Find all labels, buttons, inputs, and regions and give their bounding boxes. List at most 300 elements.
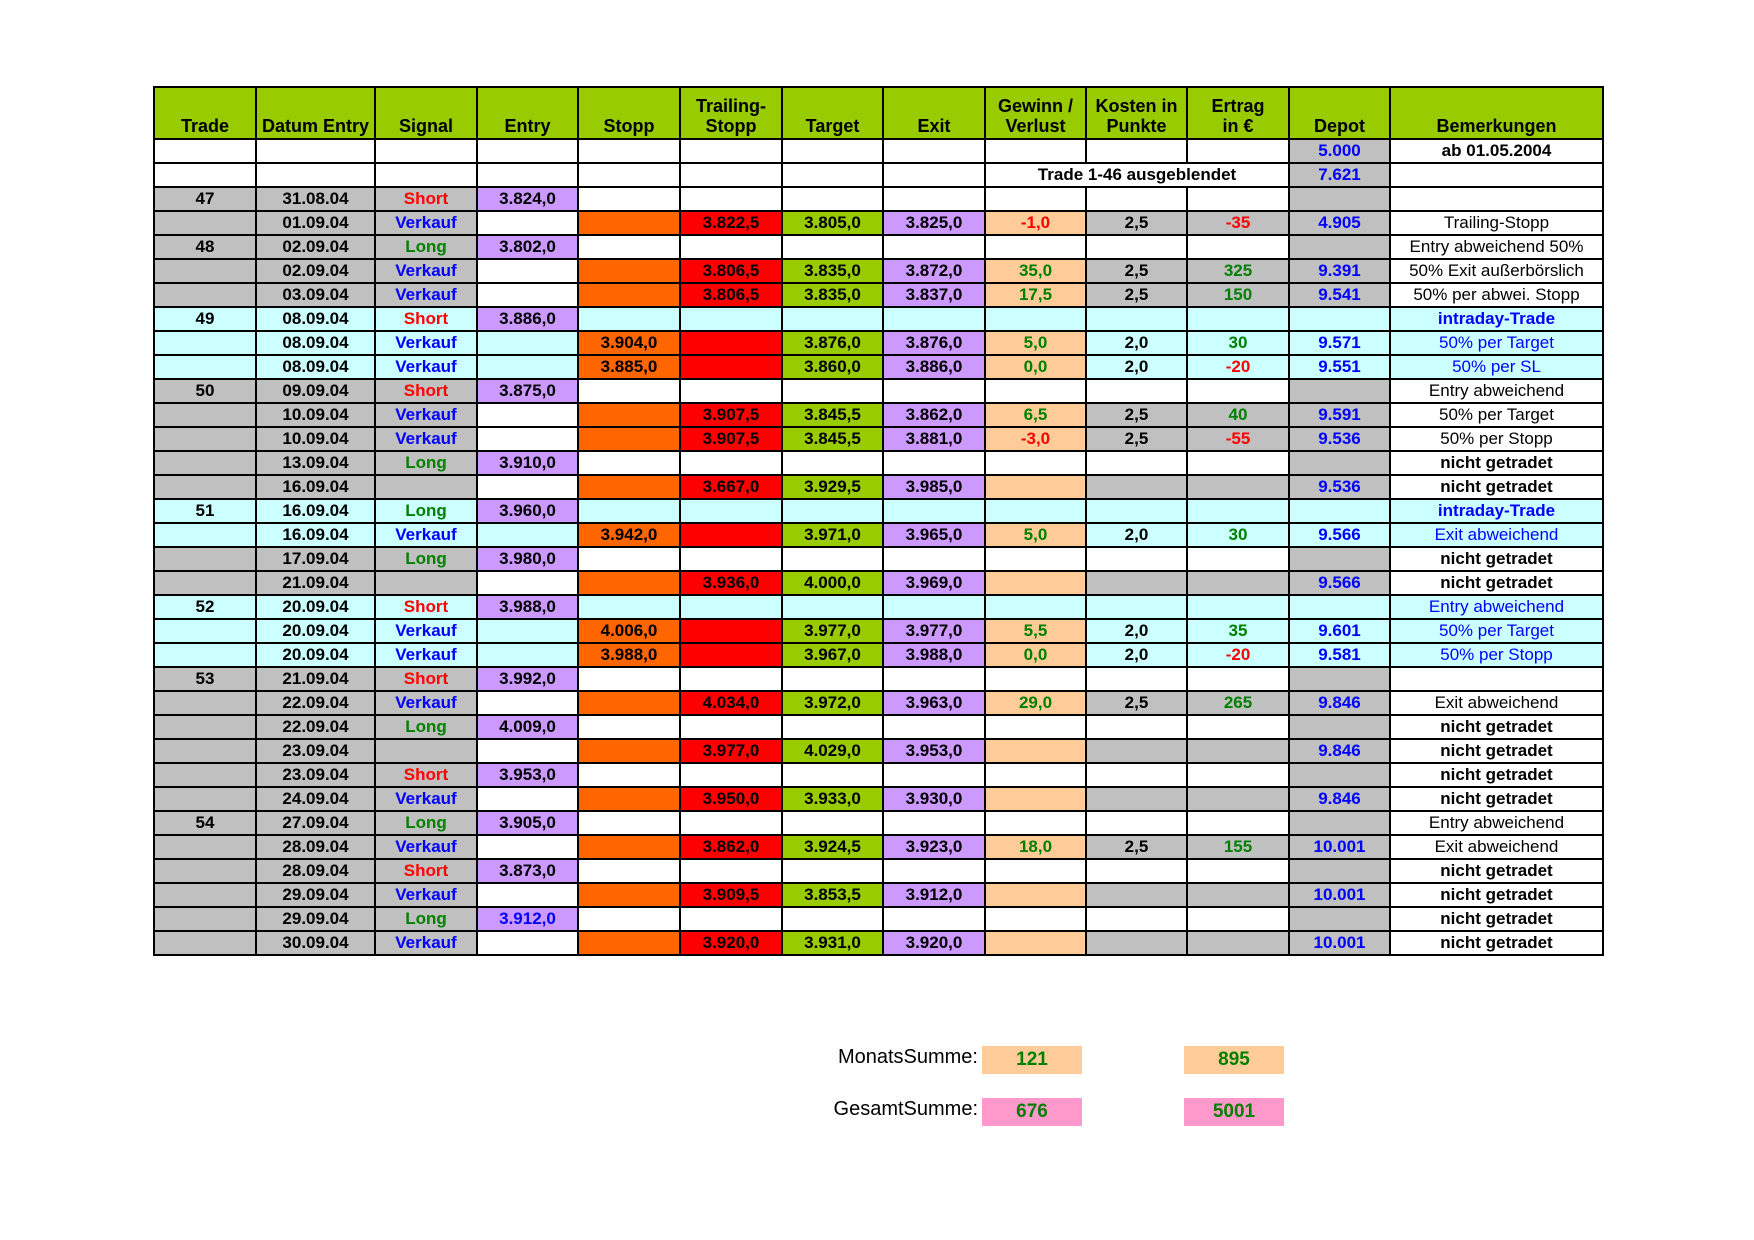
signal-cell[interactable]: Verkauf	[375, 787, 477, 811]
bemerkung-cell[interactable]: nicht getradet	[1390, 907, 1603, 931]
ertrag-cell[interactable]: 35	[1187, 619, 1289, 643]
cell[interactable]	[154, 139, 256, 163]
kosten-cell[interactable]	[1086, 475, 1187, 499]
trailing-stopp-cell[interactable]	[680, 643, 782, 667]
bemerkung-cell[interactable]: nicht getradet	[1390, 715, 1603, 739]
col-header-depot[interactable]: Depot	[1289, 87, 1390, 139]
bemerkung-cell[interactable]: Entry abweichend 50%	[1390, 235, 1603, 259]
signal-cell[interactable]: Verkauf	[375, 619, 477, 643]
exit-cell[interactable]	[883, 379, 985, 403]
ertrag-cell[interactable]	[1187, 451, 1289, 475]
signal-cell[interactable]: Long	[375, 547, 477, 571]
col-header-trade[interactable]: Trade	[154, 87, 256, 139]
exit-cell[interactable]: 3.920,0	[883, 931, 985, 955]
entry-cell[interactable]	[477, 835, 578, 859]
cell[interactable]	[154, 163, 256, 187]
stopp-cell[interactable]	[578, 667, 680, 691]
entry-cell[interactable]	[477, 787, 578, 811]
kosten-cell[interactable]	[1086, 739, 1187, 763]
bemerkung-cell[interactable]: nicht getradet	[1390, 763, 1603, 787]
trade-number-cell[interactable]: 48	[154, 235, 256, 259]
depot-cell[interactable]: 9.581	[1289, 643, 1390, 667]
entry-cell[interactable]: 3.886,0	[477, 307, 578, 331]
depot-cell[interactable]	[1289, 451, 1390, 475]
cell[interactable]	[883, 163, 985, 187]
col-header-trailing-stopp[interactable]: Trailing- Stopp	[680, 87, 782, 139]
cell[interactable]	[782, 163, 883, 187]
stopp-cell[interactable]	[578, 547, 680, 571]
cell[interactable]	[578, 163, 680, 187]
kosten-cell[interactable]	[1086, 571, 1187, 595]
trade-number-cell[interactable]	[154, 883, 256, 907]
target-cell[interactable]: 3.971,0	[782, 523, 883, 547]
datum-entry-cell[interactable]: 08.09.04	[256, 355, 375, 379]
kosten-cell[interactable]: 2,0	[1086, 355, 1187, 379]
bemerkung-cell[interactable]: 50% per Target	[1390, 619, 1603, 643]
stopp-cell[interactable]	[578, 715, 680, 739]
signal-cell[interactable]: Verkauf	[375, 427, 477, 451]
target-cell[interactable]: 3.972,0	[782, 691, 883, 715]
target-cell[interactable]: 3.876,0	[782, 331, 883, 355]
gewinn-verlust-cell[interactable]	[985, 307, 1086, 331]
depot-cell[interactable]: 9.846	[1289, 739, 1390, 763]
signal-cell[interactable]: Short	[375, 667, 477, 691]
gewinn-verlust-cell[interactable]: 0,0	[985, 643, 1086, 667]
gewinn-verlust-cell[interactable]	[985, 883, 1086, 907]
entry-cell[interactable]	[477, 883, 578, 907]
bemerkung-cell[interactable]: 50% per abwei. Stopp	[1390, 283, 1603, 307]
stopp-cell[interactable]	[578, 211, 680, 235]
trailing-stopp-cell[interactable]	[680, 619, 782, 643]
target-cell[interactable]: 3.977,0	[782, 619, 883, 643]
exit-cell[interactable]	[883, 859, 985, 883]
exit-cell[interactable]	[883, 907, 985, 931]
signal-cell[interactable]: Long	[375, 499, 477, 523]
bemerkung-cell[interactable]: nicht getradet	[1390, 883, 1603, 907]
kosten-cell[interactable]: 2,5	[1086, 211, 1187, 235]
ertrag-cell[interactable]	[1187, 739, 1289, 763]
datum-entry-cell[interactable]: 08.09.04	[256, 331, 375, 355]
col-header-datum[interactable]: Datum Entry	[256, 87, 375, 139]
kosten-cell[interactable]: 2,0	[1086, 523, 1187, 547]
trade-number-cell[interactable]: 54	[154, 811, 256, 835]
trade-number-cell[interactable]	[154, 259, 256, 283]
datum-entry-cell[interactable]: 21.09.04	[256, 667, 375, 691]
depot-cell[interactable]: 4.905	[1289, 211, 1390, 235]
trade-number-cell[interactable]	[154, 523, 256, 547]
signal-cell[interactable]: Long	[375, 715, 477, 739]
ertrag-cell[interactable]: 30	[1187, 523, 1289, 547]
entry-cell[interactable]: 3.875,0	[477, 379, 578, 403]
trade-number-cell[interactable]	[154, 907, 256, 931]
datum-entry-cell[interactable]: 28.09.04	[256, 835, 375, 859]
signal-cell[interactable]	[375, 739, 477, 763]
exit-cell[interactable]: 3.872,0	[883, 259, 985, 283]
exit-cell[interactable]	[883, 451, 985, 475]
signal-cell[interactable]: Long	[375, 451, 477, 475]
ertrag-cell[interactable]: -35	[1187, 211, 1289, 235]
ertrag-cell[interactable]	[1187, 859, 1289, 883]
entry-cell[interactable]	[477, 739, 578, 763]
trailing-stopp-cell[interactable]: 3.977,0	[680, 739, 782, 763]
kosten-cell[interactable]: 2,5	[1086, 259, 1187, 283]
stopp-cell[interactable]	[578, 379, 680, 403]
datum-entry-cell[interactable]: 16.09.04	[256, 523, 375, 547]
target-cell[interactable]: 3.860,0	[782, 355, 883, 379]
col-header-exit[interactable]: Exit	[883, 87, 985, 139]
ertrag-cell[interactable]	[1187, 931, 1289, 955]
entry-cell[interactable]	[477, 355, 578, 379]
bemerkung-cell[interactable]: 50% per Stopp	[1390, 643, 1603, 667]
cell[interactable]	[1086, 139, 1187, 163]
trade-number-cell[interactable]	[154, 355, 256, 379]
entry-cell[interactable]	[477, 331, 578, 355]
trade-number-cell[interactable]	[154, 787, 256, 811]
target-cell[interactable]	[782, 379, 883, 403]
stopp-cell[interactable]: 3.904,0	[578, 331, 680, 355]
depot-cell[interactable]: 9.536	[1289, 475, 1390, 499]
trade-number-cell[interactable]	[154, 931, 256, 955]
col-header-stopp[interactable]: Stopp	[578, 87, 680, 139]
gewinn-verlust-cell[interactable]: 5,5	[985, 619, 1086, 643]
trailing-stopp-cell[interactable]	[680, 499, 782, 523]
stopp-cell[interactable]	[578, 691, 680, 715]
datum-entry-cell[interactable]: 02.09.04	[256, 259, 375, 283]
exit-cell[interactable]: 3.923,0	[883, 835, 985, 859]
ertrag-cell[interactable]	[1187, 787, 1289, 811]
bemerkung-cell[interactable]: 50% Exit außerbörslich	[1390, 259, 1603, 283]
trailing-stopp-cell[interactable]	[680, 187, 782, 211]
bemerkung-cell[interactable]: nicht getradet	[1390, 571, 1603, 595]
bemerkung-cell[interactable]: nicht getradet	[1390, 547, 1603, 571]
trade-number-cell[interactable]: 52	[154, 595, 256, 619]
ertrag-cell[interactable]	[1187, 715, 1289, 739]
signal-cell[interactable]: Verkauf	[375, 403, 477, 427]
ertrag-cell[interactable]	[1187, 571, 1289, 595]
cell[interactable]	[375, 163, 477, 187]
exit-cell[interactable]: 3.977,0	[883, 619, 985, 643]
kosten-cell[interactable]	[1086, 763, 1187, 787]
trailing-stopp-cell[interactable]	[680, 595, 782, 619]
exit-cell[interactable]: 3.930,0	[883, 787, 985, 811]
signal-cell[interactable]: Short	[375, 859, 477, 883]
exit-cell[interactable]: 3.985,0	[883, 475, 985, 499]
entry-cell[interactable]: 3.980,0	[477, 547, 578, 571]
signal-cell[interactable]: Short	[375, 307, 477, 331]
datum-entry-cell[interactable]: 29.09.04	[256, 883, 375, 907]
gewinn-verlust-cell[interactable]: 35,0	[985, 259, 1086, 283]
datum-entry-cell[interactable]: 20.09.04	[256, 595, 375, 619]
signal-cell[interactable]: Long	[375, 811, 477, 835]
trailing-stopp-cell[interactable]: 4.034,0	[680, 691, 782, 715]
kosten-cell[interactable]	[1086, 451, 1187, 475]
datum-entry-cell[interactable]: 01.09.04	[256, 211, 375, 235]
ertrag-cell[interactable]	[1187, 595, 1289, 619]
signal-cell[interactable]: Short	[375, 187, 477, 211]
datum-entry-cell[interactable]: 23.09.04	[256, 739, 375, 763]
ertrag-cell[interactable]	[1187, 307, 1289, 331]
stopp-cell[interactable]: 3.885,0	[578, 355, 680, 379]
signal-cell[interactable]: Long	[375, 907, 477, 931]
signal-cell[interactable]: Verkauf	[375, 355, 477, 379]
trade-number-cell[interactable]: 50	[154, 379, 256, 403]
kosten-cell[interactable]: 2,5	[1086, 691, 1187, 715]
bemerkung-cell[interactable]: intraday-Trade	[1390, 307, 1603, 331]
depot-cell[interactable]	[1289, 595, 1390, 619]
exit-cell[interactable]	[883, 499, 985, 523]
depot-cell[interactable]: 9.391	[1289, 259, 1390, 283]
trailing-stopp-cell[interactable]: 3.667,0	[680, 475, 782, 499]
entry-cell[interactable]	[477, 691, 578, 715]
kosten-cell[interactable]: 2,0	[1086, 643, 1187, 667]
trade-number-cell[interactable]	[154, 475, 256, 499]
exit-cell[interactable]: 3.912,0	[883, 883, 985, 907]
bemerkung-cell[interactable]: Entry abweichend	[1390, 811, 1603, 835]
col-header-ertrag[interactable]: Ertrag in €	[1187, 87, 1289, 139]
trade-number-cell[interactable]	[154, 571, 256, 595]
trailing-stopp-cell[interactable]	[680, 235, 782, 259]
signal-cell[interactable]: Verkauf	[375, 883, 477, 907]
signal-cell[interactable]: Verkauf	[375, 835, 477, 859]
target-cell[interactable]: 4.029,0	[782, 739, 883, 763]
gewinn-verlust-cell[interactable]	[985, 499, 1086, 523]
trade-number-cell[interactable]: 47	[154, 187, 256, 211]
datum-entry-cell[interactable]: 27.09.04	[256, 811, 375, 835]
stopp-cell[interactable]	[578, 499, 680, 523]
datum-entry-cell[interactable]: 17.09.04	[256, 547, 375, 571]
exit-cell[interactable]	[883, 763, 985, 787]
kosten-cell[interactable]: 2,5	[1086, 283, 1187, 307]
depot-cell[interactable]	[1289, 667, 1390, 691]
gewinn-verlust-cell[interactable]: -1,0	[985, 211, 1086, 235]
target-cell[interactable]	[782, 667, 883, 691]
gewinn-verlust-cell[interactable]	[985, 859, 1086, 883]
stopp-cell[interactable]	[578, 403, 680, 427]
trailing-stopp-cell[interactable]	[680, 331, 782, 355]
gewinn-verlust-cell[interactable]: 17,5	[985, 283, 1086, 307]
exit-cell[interactable]: 3.886,0	[883, 355, 985, 379]
target-cell[interactable]	[782, 907, 883, 931]
cell[interactable]	[1390, 163, 1603, 187]
datum-entry-cell[interactable]: 10.09.04	[256, 427, 375, 451]
trailing-stopp-cell[interactable]: 3.950,0	[680, 787, 782, 811]
signal-cell[interactable]: Short	[375, 595, 477, 619]
entry-cell[interactable]	[477, 259, 578, 283]
entry-cell[interactable]: 3.910,0	[477, 451, 578, 475]
exit-cell[interactable]: 3.965,0	[883, 523, 985, 547]
kosten-cell[interactable]: 2,0	[1086, 619, 1187, 643]
exit-cell[interactable]	[883, 595, 985, 619]
cell[interactable]	[477, 163, 578, 187]
trailing-stopp-cell[interactable]: 3.862,0	[680, 835, 782, 859]
trade-number-cell[interactable]: 53	[154, 667, 256, 691]
col-header-signal[interactable]: Signal	[375, 87, 477, 139]
kosten-cell[interactable]: 2,5	[1086, 427, 1187, 451]
trailing-stopp-cell[interactable]: 3.806,5	[680, 259, 782, 283]
bemerkung-cell[interactable]: Exit abweichend	[1390, 691, 1603, 715]
stopp-cell[interactable]	[578, 571, 680, 595]
datum-entry-cell[interactable]: 08.09.04	[256, 307, 375, 331]
entry-cell[interactable]	[477, 475, 578, 499]
bemerkung-cell[interactable]: Exit abweichend	[1390, 835, 1603, 859]
bemerkung-cell[interactable]	[1390, 187, 1603, 211]
bemerkung-cell[interactable]: nicht getradet	[1390, 739, 1603, 763]
trade-number-cell[interactable]	[154, 715, 256, 739]
hidden-trades-note[interactable]: Trade 1-46 ausgeblendet	[985, 163, 1289, 187]
trailing-stopp-cell[interactable]	[680, 763, 782, 787]
trade-number-cell[interactable]	[154, 211, 256, 235]
signal-cell[interactable]: Long	[375, 235, 477, 259]
monats-summe-punkte[interactable]: 121	[982, 1046, 1082, 1074]
trailing-stopp-cell[interactable]: 3.909,5	[680, 883, 782, 907]
stopp-cell[interactable]: 3.988,0	[578, 643, 680, 667]
gesamt-summe-ertrag[interactable]: 5001	[1184, 1098, 1284, 1126]
trade-number-cell[interactable]	[154, 763, 256, 787]
trailing-stopp-cell[interactable]: 3.907,5	[680, 403, 782, 427]
entry-cell[interactable]: 3.988,0	[477, 595, 578, 619]
target-cell[interactable]: 3.835,0	[782, 283, 883, 307]
depot-cell[interactable]: 10.001	[1289, 931, 1390, 955]
stopp-cell[interactable]	[578, 811, 680, 835]
target-cell[interactable]	[782, 859, 883, 883]
target-cell[interactable]	[782, 763, 883, 787]
ertrag-cell[interactable]	[1187, 235, 1289, 259]
trade-number-cell[interactable]	[154, 403, 256, 427]
depot-cell[interactable]	[1289, 547, 1390, 571]
datum-entry-cell[interactable]: 10.09.04	[256, 403, 375, 427]
trailing-stopp-cell[interactable]	[680, 355, 782, 379]
datum-entry-cell[interactable]: 31.08.04	[256, 187, 375, 211]
depot-cell[interactable]	[1289, 907, 1390, 931]
kosten-cell[interactable]	[1086, 667, 1187, 691]
kosten-cell[interactable]	[1086, 547, 1187, 571]
exit-cell[interactable]: 3.837,0	[883, 283, 985, 307]
monats-summe-ertrag[interactable]: 895	[1184, 1046, 1284, 1074]
bemerkung-cell[interactable]: 50% per SL	[1390, 355, 1603, 379]
bemerkung-cell[interactable]	[1390, 667, 1603, 691]
depot-cell[interactable]: 9.846	[1289, 691, 1390, 715]
target-cell[interactable]	[782, 451, 883, 475]
exit-cell[interactable]	[883, 307, 985, 331]
depot-second-cell[interactable]: 7.621	[1289, 163, 1390, 187]
stopp-cell[interactable]	[578, 187, 680, 211]
ertrag-cell[interactable]	[1187, 547, 1289, 571]
exit-cell[interactable]	[883, 667, 985, 691]
depot-cell[interactable]: 9.566	[1289, 523, 1390, 547]
gewinn-verlust-cell[interactable]	[985, 763, 1086, 787]
ertrag-cell[interactable]	[1187, 499, 1289, 523]
cell[interactable]	[477, 139, 578, 163]
trailing-stopp-cell[interactable]: 3.822,5	[680, 211, 782, 235]
cell[interactable]	[883, 139, 985, 163]
kosten-cell[interactable]	[1086, 307, 1187, 331]
gewinn-verlust-cell[interactable]	[985, 475, 1086, 499]
bemerkung-cell[interactable]: nicht getradet	[1390, 931, 1603, 955]
stopp-cell[interactable]: 4.006,0	[578, 619, 680, 643]
entry-cell[interactable]: 3.992,0	[477, 667, 578, 691]
target-cell[interactable]	[782, 595, 883, 619]
signal-cell[interactable]: Verkauf	[375, 283, 477, 307]
stopp-cell[interactable]	[578, 763, 680, 787]
cell[interactable]	[578, 139, 680, 163]
kosten-cell[interactable]	[1086, 715, 1187, 739]
entry-cell[interactable]: 3.905,0	[477, 811, 578, 835]
depot-cell[interactable]: 9.566	[1289, 571, 1390, 595]
entry-cell[interactable]	[477, 523, 578, 547]
datum-entry-cell[interactable]: 09.09.04	[256, 379, 375, 403]
depot-cell[interactable]	[1289, 715, 1390, 739]
ertrag-cell[interactable]	[1187, 667, 1289, 691]
stopp-cell[interactable]	[578, 835, 680, 859]
entry-cell[interactable]	[477, 571, 578, 595]
datum-entry-cell[interactable]: 28.09.04	[256, 859, 375, 883]
exit-cell[interactable]: 3.862,0	[883, 403, 985, 427]
depot-cell[interactable]: 9.536	[1289, 427, 1390, 451]
depot-cell[interactable]: 9.551	[1289, 355, 1390, 379]
datum-entry-cell[interactable]: 20.09.04	[256, 643, 375, 667]
gewinn-verlust-cell[interactable]	[985, 739, 1086, 763]
ertrag-cell[interactable]	[1187, 475, 1289, 499]
stopp-cell[interactable]	[578, 283, 680, 307]
target-cell[interactable]	[782, 499, 883, 523]
depot-cell[interactable]: 9.541	[1289, 283, 1390, 307]
exit-cell[interactable]: 3.953,0	[883, 739, 985, 763]
gewinn-verlust-cell[interactable]	[985, 667, 1086, 691]
stopp-cell[interactable]	[578, 907, 680, 931]
entry-cell[interactable]: 3.802,0	[477, 235, 578, 259]
kosten-cell[interactable]: 2,0	[1086, 331, 1187, 355]
trailing-stopp-cell[interactable]	[680, 451, 782, 475]
stopp-cell[interactable]	[578, 235, 680, 259]
stopp-cell[interactable]	[578, 307, 680, 331]
ertrag-cell[interactable]: -20	[1187, 643, 1289, 667]
entry-cell[interactable]: 3.953,0	[477, 763, 578, 787]
kosten-cell[interactable]	[1086, 811, 1187, 835]
col-header-gewinn-verlust[interactable]: Gewinn / Verlust	[985, 87, 1086, 139]
trade-number-cell[interactable]: 49	[154, 307, 256, 331]
cell[interactable]	[256, 139, 375, 163]
gewinn-verlust-cell[interactable]	[985, 811, 1086, 835]
exit-cell[interactable]	[883, 235, 985, 259]
trailing-stopp-cell[interactable]	[680, 907, 782, 931]
gewinn-verlust-cell[interactable]	[985, 715, 1086, 739]
ertrag-cell[interactable]	[1187, 907, 1289, 931]
ertrag-cell[interactable]: -55	[1187, 427, 1289, 451]
trade-number-cell[interactable]	[154, 691, 256, 715]
target-cell[interactable]: 3.845,5	[782, 403, 883, 427]
ertrag-cell[interactable]: -20	[1187, 355, 1289, 379]
remark-start-cell[interactable]: ab 01.05.2004	[1390, 139, 1603, 163]
exit-cell[interactable]	[883, 547, 985, 571]
trailing-stopp-cell[interactable]: 3.907,5	[680, 427, 782, 451]
signal-cell[interactable]: Verkauf	[375, 211, 477, 235]
entry-cell[interactable]: 3.960,0	[477, 499, 578, 523]
entry-cell[interactable]: 3.873,0	[477, 859, 578, 883]
stopp-cell[interactable]	[578, 595, 680, 619]
entry-cell[interactable]	[477, 211, 578, 235]
gewinn-verlust-cell[interactable]: -3,0	[985, 427, 1086, 451]
datum-entry-cell[interactable]: 20.09.04	[256, 619, 375, 643]
ertrag-cell[interactable]	[1187, 187, 1289, 211]
ertrag-cell[interactable]	[1187, 883, 1289, 907]
stopp-cell[interactable]	[578, 883, 680, 907]
stopp-cell[interactable]	[578, 787, 680, 811]
entry-cell[interactable]	[477, 283, 578, 307]
target-cell[interactable]: 3.924,5	[782, 835, 883, 859]
bemerkung-cell[interactable]: nicht getradet	[1390, 859, 1603, 883]
ertrag-cell[interactable]: 30	[1187, 331, 1289, 355]
gewinn-verlust-cell[interactable]	[985, 787, 1086, 811]
